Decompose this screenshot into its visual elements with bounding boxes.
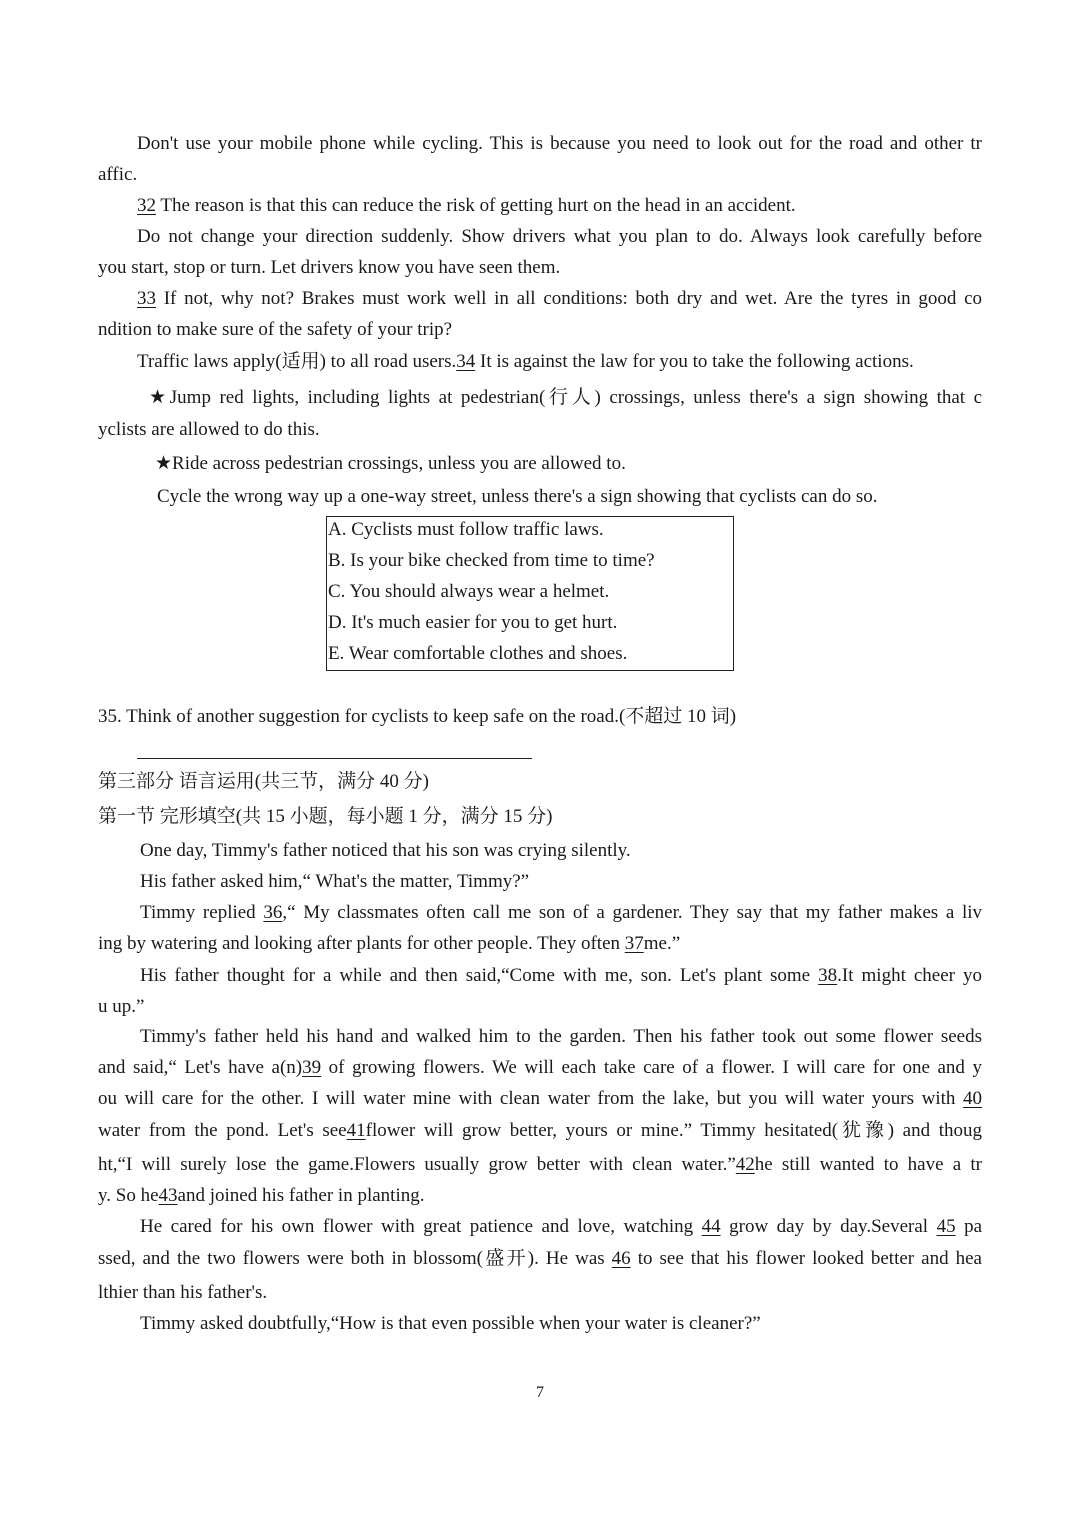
option-b: B. Is your bike checked from time to time?	[328, 550, 655, 571]
reading-line: you start, stop or turn. Let drivers know you have seen them.	[98, 257, 561, 278]
reading-line-q34: Traffic laws apply(适用) to all road users.34 It is against the law for you to take the following actions.	[137, 351, 914, 372]
page-number: 7	[536, 1384, 544, 1401]
reading-line: yclists are allowed to do this.	[98, 419, 320, 440]
blank-38: 38	[818, 965, 838, 986]
cloze-line: He cared for his own flower with great patience and love, watching 44 grow day by day.Several 45 pa	[140, 1216, 983, 1237]
blank-41: 41	[346, 1120, 366, 1141]
cloze-line: and said,“ Let's have a(n)39 of growing flowers. We will each take care of a flower. I will care for one and y	[98, 1057, 982, 1078]
option-a: A. Cyclists must follow traffic laws.	[328, 519, 604, 540]
cloze-line: His father thought for a while and then said,“Come with me, son. Let's plant some 38.It might cheer yo	[140, 965, 982, 986]
blank-46: 46	[611, 1248, 631, 1269]
blank-32: 32	[137, 195, 156, 216]
reading-line: affic.	[98, 164, 138, 185]
option-e: E. Wear comfortable clothes and shoes.	[328, 643, 628, 664]
cloze-line: Timmy replied 36,“ My classmates often call me son of a gardener. They say that my father makes a liv	[140, 902, 983, 923]
cloze-line: ou will care for the other. I will water mine with clean water from the lake, but you will water yours with 40	[98, 1088, 982, 1109]
reading-line: Do not change your direction suddenly. Show drivers what you plan to do. Always look carefully before	[137, 226, 982, 247]
cloze-line: lthier than his father's.	[98, 1282, 268, 1303]
option-d: D. It's much easier for you to get hurt.	[328, 612, 618, 633]
cloze-line: Timmy asked doubtfully,“How is that even possible when your water is cleaner?”	[140, 1313, 761, 1334]
cloze-line: ing by watering and looking after plants for other people. They often 37me.”	[98, 933, 681, 954]
option-c: C. You should always wear a helmet.	[328, 581, 610, 602]
cloze-line: u up.”	[98, 996, 145, 1017]
options-box	[326, 516, 734, 671]
blank-45: 45	[936, 1216, 956, 1237]
answer-line	[137, 758, 532, 759]
reading-line-q33: 33 If not, why not? Brakes must work well in all conditions: both dry and wet. Are the tyres in good co	[137, 288, 982, 309]
cloze-line: Timmy's father held his hand and walked him to the garden. Then his father took out some flower seeds	[140, 1026, 982, 1047]
blank-39: 39	[302, 1057, 322, 1078]
subsection-heading: 第一节 完形填空(共 15 小题，每小题 1 分，满分 15 分)	[98, 806, 553, 827]
cloze-line: y. So he43and joined his father in planting.	[98, 1185, 425, 1206]
blank-36: 36	[263, 902, 283, 923]
section-heading: 第三部分 语言运用(共三节，满分 40 分)	[98, 771, 429, 792]
blank-37: 37	[624, 933, 644, 954]
cloze-line: water from the pond. Let's see41flower will grow better, yours or mine.” Timmy hesitated(犹豫) and thoug	[98, 1120, 983, 1141]
blank-44: 44	[701, 1216, 721, 1237]
blank-34: 34	[456, 351, 476, 372]
reading-line-q32: 32 The reason is that this can reduce the risk of getting hurt on the head in an accident.	[137, 195, 796, 216]
cloze-line: ssed, and the two flowers were both in blossom(盛开). He was 46 to see that his flower looked better and hea	[98, 1248, 982, 1269]
blank-40: 40	[963, 1088, 982, 1109]
cloze-line: ht,“I will surely lose the game.Flowers usually grow better with clean water.”42he still wanted to have a tr	[98, 1154, 982, 1175]
blank-42: 42	[735, 1154, 755, 1175]
rule-item: Cycle the wrong way up a one-way street, unless there's a sign showing that cyclists can do so.	[157, 486, 878, 507]
cloze-line: One day, Timmy's father noticed that his son was crying silently.	[140, 840, 631, 861]
blank-43: 43	[158, 1185, 178, 1206]
reading-line: Don't use your mobile phone while cycling. This is because you need to look out for the road and other tr	[137, 133, 982, 154]
cloze-line: His father asked him,“ What's the matter, Timmy?”	[140, 871, 530, 892]
rule-item: ★Ride across pedestrian crossings, unless you are allowed to.	[155, 453, 626, 474]
reading-line: ndition to make sure of the safety of your trip?	[98, 319, 453, 340]
question-35: 35. Think of another suggestion for cyclists to keep safe on the road.(不超过 10 词)	[98, 706, 737, 727]
blank-33: 33	[137, 288, 156, 309]
rule-item: ★Jump red lights, including lights at pedestrian(行人) crossings, unless there's a sign showing that c	[149, 387, 982, 408]
